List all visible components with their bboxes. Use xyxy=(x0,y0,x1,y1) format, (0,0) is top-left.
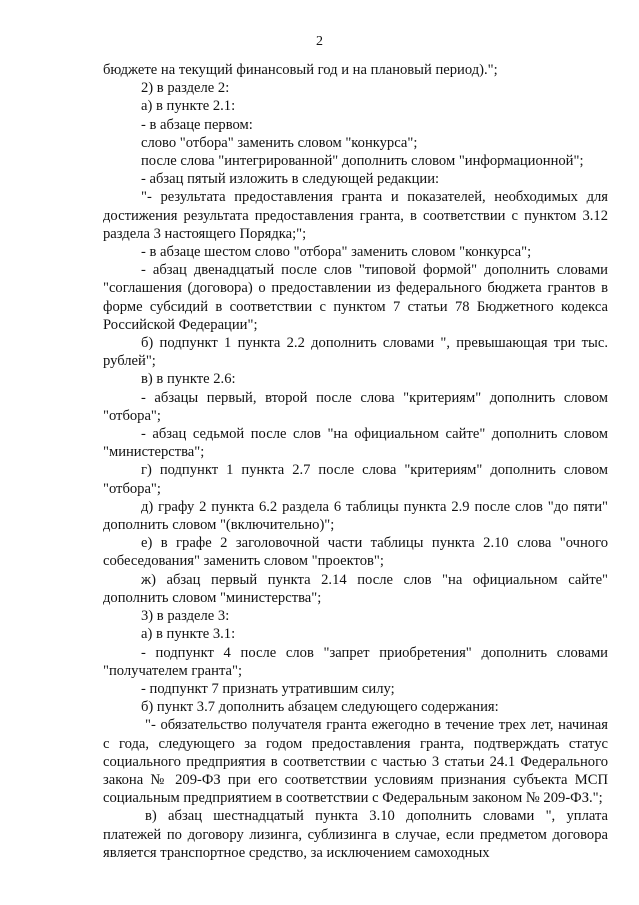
paragraph: г) подпункт 1 пункта 2.7 после слова "критериям" дополнить словом "отбора"; xyxy=(103,462,608,497)
paragraph: после слова "интегрированной" дополнить словом "информационной"; xyxy=(141,153,584,170)
paragraph: е) в графе 2 заголовочной части таблицы пункта 2.10 слова "очного собеседования" заменить словом "проектов"; xyxy=(103,535,608,570)
paragraph: в) в пункте 2.6: xyxy=(141,371,236,388)
paragraph: бюджете на текущий финансовый год и на плановый период)."; xyxy=(103,62,498,78)
paragraph: - абзац седьмой после слов "на официальном сайте" дополнить словом "министерства"; xyxy=(103,426,608,461)
paragraph: - подпункт 7 признать утратившим силу; xyxy=(141,680,395,697)
paragraph: слово "отбора" заменить словом "конкурса"; xyxy=(141,134,418,151)
paragraph: - абзац пятый изложить в следующей редакции: xyxy=(141,171,440,188)
paragraph: "- обязательство получателя гранта ежегодно в течение трех лет, начиная с года, следующего за годом предоставления гранта, подтверждать статус социального предприятия в соответствии с частью 3 статьи 24.1 Федерального закона № 209-ФЗ при его соответствии условиям признания субъекта МСП социальным предприятием в соответствии с Федеральным законом № 209-ФЗ."; xyxy=(103,717,608,807)
paragraph: - подпункт 4 после слов "запрет приобретения" дополнить словами "получателем гранта"; xyxy=(103,644,608,679)
paragraph: ж) абзац первый пункта 2.14 после слов "на официальном сайте" дополнить словом "министерства"; xyxy=(103,571,608,606)
paragraph: д) графу 2 пункта 6.2 раздела 6 таблицы пункта 2.9 после слов "до пяти" дополнить словом "(включительно)"; xyxy=(103,498,608,534)
paragraph: - в абзаце шестом слово "отбора" заменить словом "конкурса"; xyxy=(141,244,532,261)
page-number: 2 xyxy=(316,34,323,49)
paragraph: "- результата предоставления гранта и показателей, необходимых для достижения результата предоставления гранта, в соответствии с пунктом 3.12 раздела 3 настоящего Порядка;"; xyxy=(103,189,608,242)
paragraph: 3) в разделе 3: xyxy=(141,608,230,625)
paragraph: 2) в разделе 2: xyxy=(141,80,230,97)
paragraph: а) в пункте 3.1: xyxy=(141,626,236,643)
paragraph: а) в пункте 2.1: xyxy=(141,98,236,115)
paragraph: в) абзац шестнадцатый пункта 3.10 дополнить словами ", уплата платежей по договору лизинга, сублизинга в случае, если предметом договора является транспортное средство, за исключением самоходных xyxy=(103,808,608,861)
paragraph: - абзац двенадцатый после слов "типовой формой" дополнить словами "соглашения (договора) о предоставлении из федерального бюджета грантов в форме субсидий в соответствии с пунктом 7 статьи 78 Бюджетного кодекса Российской Федерации"; xyxy=(103,262,608,333)
paragraph: б) подпункт 1 пункта 2.2 дополнить словами ", превышающая три тыс. рублей"; xyxy=(103,335,608,370)
paragraph: - в абзаце первом: xyxy=(141,116,253,133)
document-body xyxy=(103,61,608,862)
paragraph: - абзацы первый, второй после слова "критериям" дополнить словом "отбора"; xyxy=(103,389,608,424)
paragraph: б) пункт 3.7 дополнить абзацем следующего содержания: xyxy=(141,699,499,716)
